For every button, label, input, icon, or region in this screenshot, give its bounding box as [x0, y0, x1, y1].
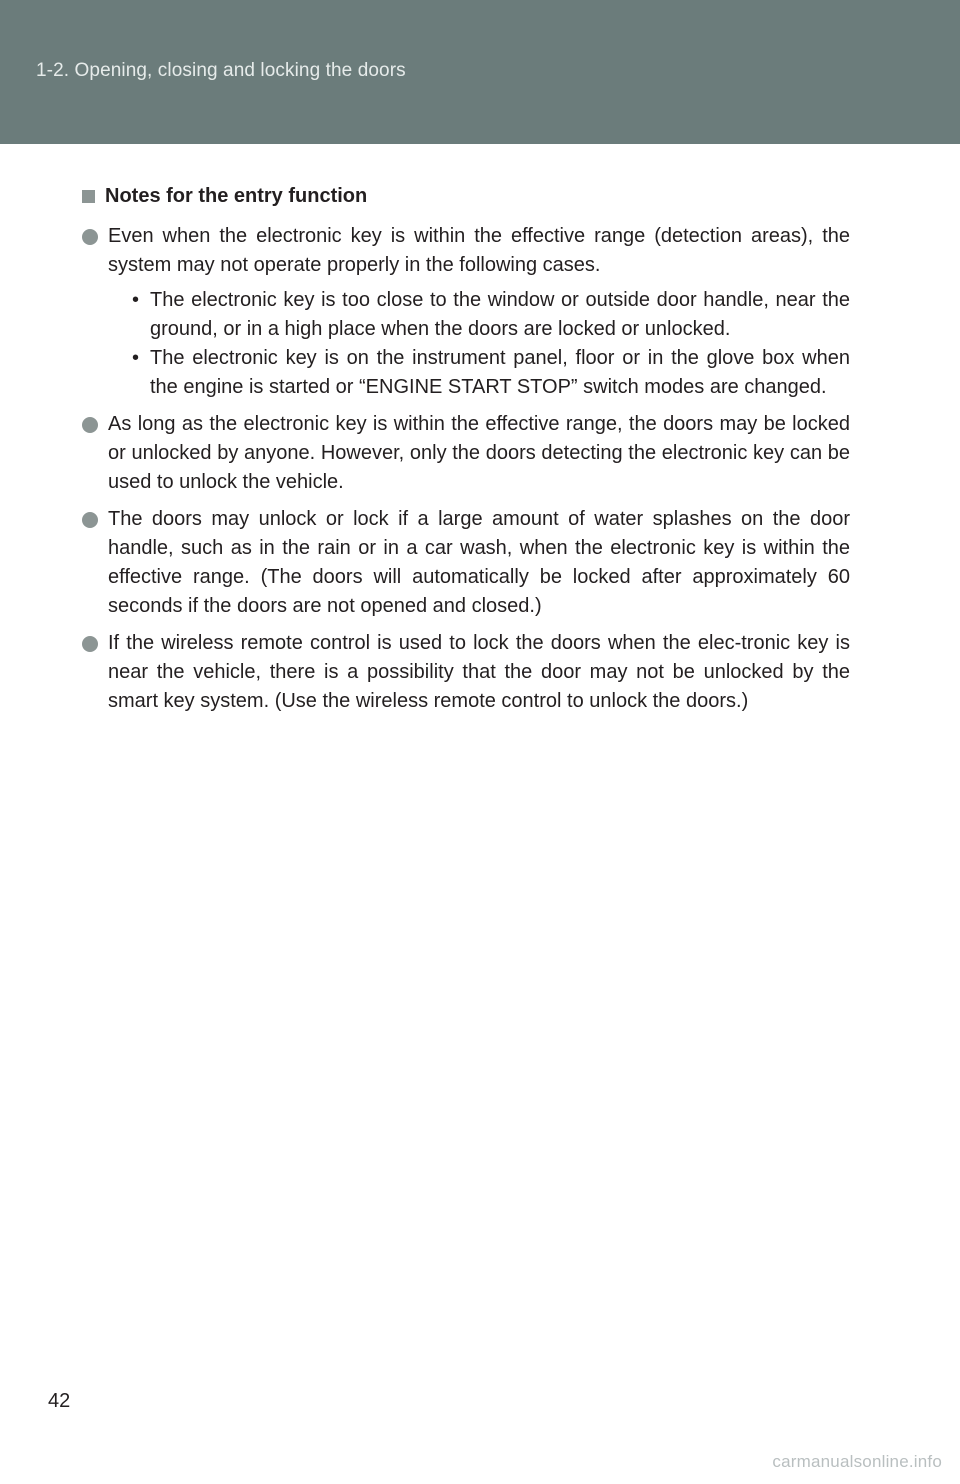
list-item — [82, 410, 850, 497]
sub-list-item-text: The electronic key is on the instrument panel, floor or in the glove box when the engine is started or “ENGINE START STOP” switch modes are changed. — [150, 347, 850, 398]
circle-bullet-icon — [82, 512, 98, 528]
list-item-text: If the wireless remote control is used to lock the doors when the elec-tronic key is near the vehicle, there is a possibility that the door may not be unlocked by the smart key system. (Use the wireless remote control to unlock the doors.) — [108, 632, 850, 712]
circle-bullet-icon — [82, 417, 98, 433]
list-item — [82, 629, 850, 716]
sub-list-item — [108, 344, 850, 402]
page-number: 42 — [48, 1390, 71, 1412]
section-heading-text: Notes for the entry function — [105, 185, 368, 207]
circle-bullet-icon — [82, 636, 98, 652]
section-heading — [82, 185, 367, 208]
square-bullet-icon — [82, 190, 95, 203]
list-item — [82, 505, 850, 621]
section-title: 1-2. Opening, closing and locking the doors — [36, 60, 406, 81]
circle-bullet-icon — [82, 229, 98, 245]
list-item-text: Even when the electronic key is within the effective range (detection areas), the system may not operate properly in the following cases. — [108, 225, 850, 276]
sub-list-item-text: The electronic key is too close to the window or outside door handle, near the ground, or in a high place when the doors are locked or unlocked. — [150, 289, 850, 340]
list-item-text: As long as the electronic key is within the effective range, the doors may be locked or unlocked by anyone. However, only the doors detecting the electronic key can be used to unlock the vehicle. — [108, 413, 850, 493]
sub-bullet-marker: • — [132, 289, 140, 311]
sub-list — [108, 286, 850, 402]
watermark: carmanualsonline.info — [772, 1452, 942, 1471]
sub-bullet-marker: • — [132, 347, 140, 369]
list-item-text: The doors may unlock or lock if a large amount of water splashes on the door handle, such as in the rain or in a car wash, when the electronic key is within the effective range. (The doors will automatically be locked after approximately 60 seconds if the doors are not opened and closed.) — [108, 508, 850, 617]
list-item — [82, 222, 850, 402]
sub-list-item — [108, 286, 850, 344]
notes-list — [82, 222, 850, 724]
